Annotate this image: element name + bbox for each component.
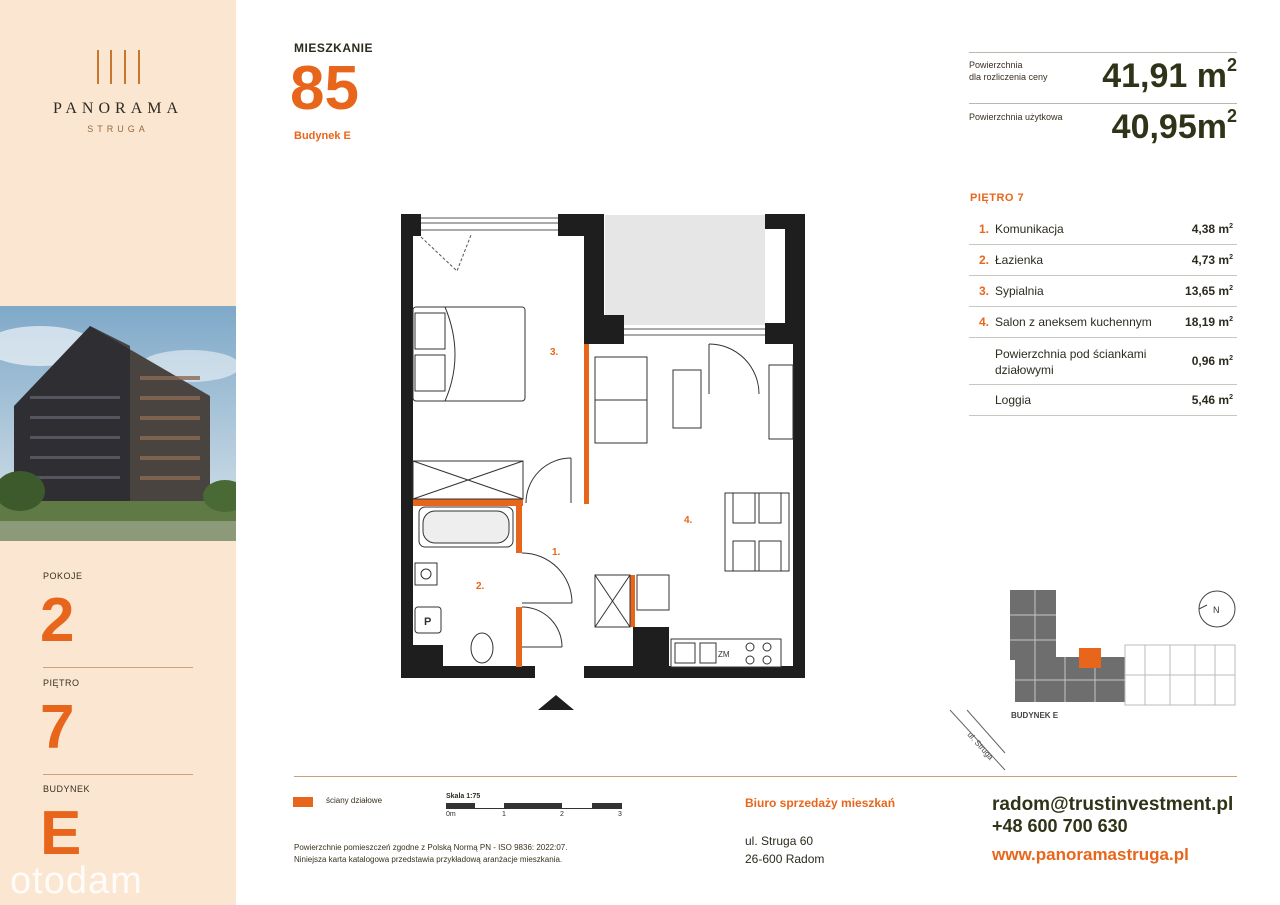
room-label-1: 1. [552, 547, 561, 558]
price-area-label-2: dla rozliczenia ceny [969, 72, 1048, 82]
price-area-label-1: Powierzchnia [969, 60, 1023, 70]
contact-phone[interactable]: +48 600 700 630 [992, 816, 1128, 836]
list-item: 3. Sypialnia 13,65 $m^2$ [969, 276, 1237, 307]
apartment-label: MIESZKANIE [294, 41, 374, 55]
usable-area-label: Powierzchnia użytkowa [969, 112, 1063, 122]
list-item: 2. Łazienka 4,73 $m^2$ [969, 245, 1237, 276]
logo-mark-icon [0, 50, 236, 86]
price-area-value: 41,91 $m^2$ [1102, 55, 1237, 95]
sales-office-title: Biuro sprzedaży mieszkań [745, 796, 896, 810]
disclaimer-note: Powierzchnie pomieszczeń zgodne z Polską Normą PN - ISO 9836: 2022:07. Niniejsza karta katalogowa przedstawia przykładową aranżacje mieszkania. [294, 843, 568, 864]
entrance-arrow-icon [538, 695, 574, 710]
building-value: E [40, 799, 82, 868]
apartment-building: Budynek E [294, 130, 351, 142]
floor-value: 7 [40, 693, 75, 762]
building-label: BUDYNEK [43, 784, 91, 794]
building-photo [0, 306, 236, 541]
floor-label: PIĘTRO [43, 678, 80, 688]
room-label-2: 2. [476, 581, 485, 592]
rooms-list [969, 214, 1237, 416]
loggia-area [605, 215, 765, 325]
usable-area-row [969, 103, 1237, 153]
scale-bar [446, 793, 636, 819]
scale-ticks: 0m 1 2 3 [446, 811, 622, 818]
compass-north-label: N [1213, 605, 1220, 615]
rooms-label: POKOJE [43, 571, 83, 581]
list-item: 4. Salon z aneksem kuchennym 18,19 $m^2$ [969, 307, 1237, 338]
sales-office-address: ul. Struga 60 26-600 Radom [745, 834, 825, 866]
sidebar [0, 0, 236, 905]
contact-email[interactable]: radom@trustinvestment.pl [992, 794, 1234, 815]
footer-divider [294, 776, 1237, 777]
room-label-4: 4. [684, 515, 693, 526]
usable-area-value: $40,95m^2$ [1111, 106, 1237, 146]
floor-plan [395, 205, 815, 720]
room-label-3: 3. [550, 347, 559, 358]
rooms-value: 2 [40, 586, 75, 655]
legend-swatch [293, 797, 313, 807]
list-item: Powierzchnia pod ściankami działowymi 0,96 $m^2$ [969, 338, 1237, 385]
street-label: ul. Struga [965, 730, 996, 762]
site-minimap [945, 585, 1245, 780]
brand-sub: STRUGA [87, 124, 149, 134]
apartment-marker [1079, 648, 1101, 668]
scale-title: Skala 1:75 [446, 793, 481, 800]
price-area-row [969, 52, 1237, 102]
divider [43, 667, 193, 668]
boiler-label: P [424, 616, 432, 628]
floor-title: PIĘTRO 7 [970, 192, 1025, 204]
meter-label: ZM [718, 650, 730, 659]
legend-text: ściany działowe [326, 796, 383, 805]
apartment-number: 85 [290, 54, 359, 123]
building-marker-label: BUDYNEK E [1011, 711, 1059, 720]
otodom-watermark: otodam [10, 860, 143, 902]
brand-name: PANORAMA [52, 100, 184, 117]
list-item: Loggia 5,46 $m^2$ [969, 385, 1237, 416]
list-item: 1. Komunikacja 4,38 $m^2$ [969, 214, 1237, 245]
website-link[interactable]: www.panoramastruga.pl [992, 845, 1189, 864]
brand-logo [0, 50, 236, 134]
divider [43, 774, 193, 775]
